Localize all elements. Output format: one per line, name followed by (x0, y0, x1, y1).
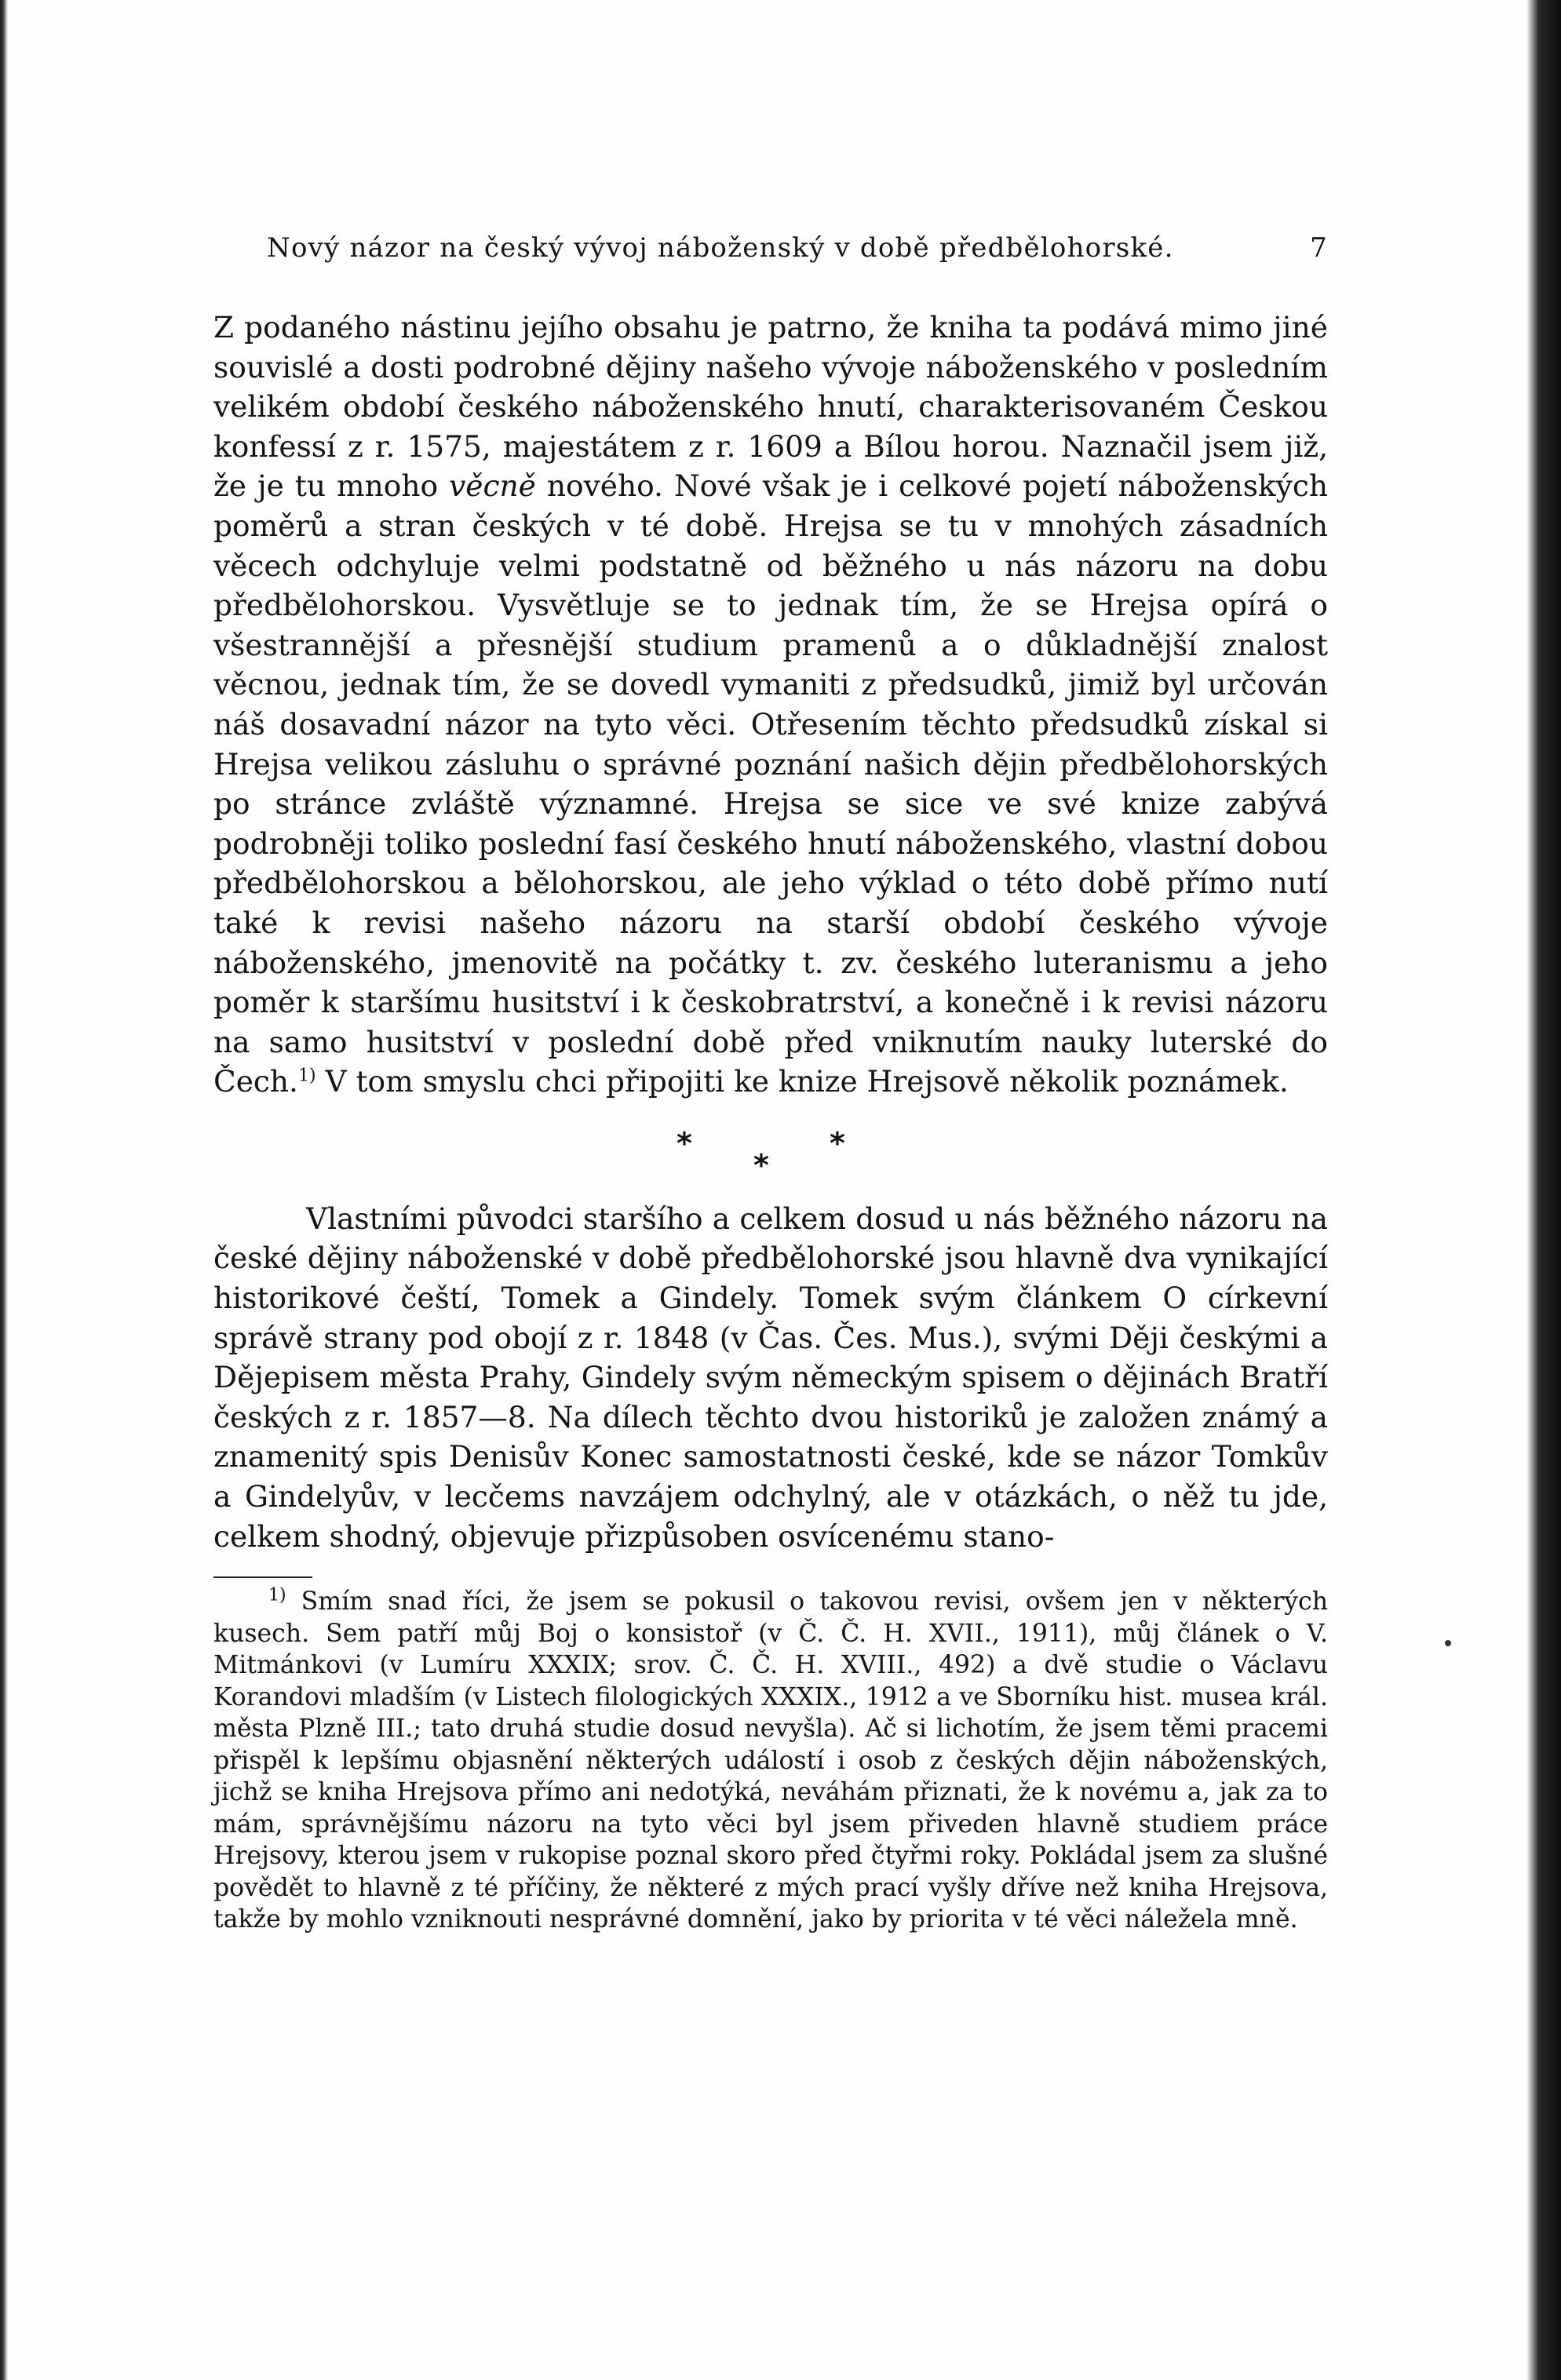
paragraph-1-text-b: nového. Nové však je i celkové pojetí náboženských poměrů a stran českých v té době. Hrejsa se tu v mnohých zásadních věcech odchyluje velmi podstatně od běžného u nás názoru na dobu předbělohorskou. Vysvětluje se to jednak tím, že se Hrejsa opírá o všestrannější a přesnější studium pramenů a o důkladnější znalost věcnou, jednak tím, že se dovedl vymaniti z předsudků, jimiž byl určován náš dosavadní názor na tyto věci. Otřesením těchto předsudků získal si Hrejsa velikou zásluhu o správné poznání našich dějin předbělohorských po stránce zvláště významné. Hrejsa se sice ve své knize zabývá podrobněji toliko poslední fasí českého hnutí náboženského, vlastní dobou předbělohorskou a bělohorskou, ale jeho výklad o této době přímo nutí také k revisi našeho názoru na starší období českého vývoje náboženského, jmenovitě na počátky t. zv. českého luteranismu a jeho poměr k staršímu husitství i k českobratrství, a konečně i k revisi názoru na samo husitství v poslední době před vniknutím nauky luterské do Čech. (213, 468, 1328, 1099)
running-head (213, 226, 1328, 270)
section-break (213, 1106, 1328, 1199)
footnote-1 (213, 1586, 1328, 1936)
footnote-marker: 1) (268, 1585, 286, 1605)
section-star: * (677, 1125, 692, 1161)
emphasized-word: věcně (449, 468, 536, 504)
page-number: 7 (1310, 232, 1328, 264)
section-star: * (830, 1125, 845, 1161)
scan-edge-right (1526, 0, 1561, 2380)
footnote-divider (213, 1576, 312, 1578)
scan-edge-left (0, 0, 8, 2380)
footnote-text: Smím snad říci, že jsem se pokusil o takovou revisi, ovšem jen v některých kusech. Sem patří můj Boj o konsistoř (v Č. Č. H. XVII., 1911), můj článek o V. Mitmánkovi (v Lumíru XXXIX; srov. Č. Č. H. XVIII., 492) a dvě studie o Václavu Korandovi mladším (v Listech filologických XXXIX., 1912 a ve Sborníku hist. musea král. města Plzně III.; tato druhá studie dosud nevyšla). Ač si lichotím, že jsem těmi pracemi přispěl k lepšímu objasnění některých událostí i osob z českých dějin náboženských, jichž se kniha Hrejsova přímo ani nedotýká, neváhám přiznati, že k novému a, jak za to mám, správnějšímu názoru na tyto věci byl jsem přiveden hlavně studiem práce Hrejsovy, kterou jsem v rukopise poznal skoro před čtyřmi roky. Pokládal jsem za slušné povědět to hlavně z té příčiny, že některé z mých prací vyšly dříve než kniha Hrejsova, takže by mohlo vzniknouti nesprávné domnění, jako by priorita v té věci náležela mně. (213, 1587, 1328, 1934)
paragraph-1-text-a: Z podaného nástinu jejího obsahu je patrno, že kniha ta podává mimo jiné souvislé a dosti podrobné dějiny našeho vývoje náboženského v posledním velikém období českého náboženského hnutí, charakterisovaném Českou konfessí z r. 1575, majestátem z r. 1609 a Bílou horou. Naznačil jsem již, že je tu mnoho (213, 310, 1328, 504)
footnote-reference: 1) (297, 1066, 316, 1086)
footnotes (213, 1586, 1328, 1936)
book-page (213, 226, 1328, 1936)
paragraph-1 (213, 308, 1328, 1102)
scan-speck (1445, 1640, 1451, 1646)
running-head-title: Nový názor na český vývoj náboženský v době předbělohorské. (267, 232, 1174, 264)
paragraph-2: Vlastními původci staršího a celkem dosud u nás běžného názoru na české dějiny náboženské v době předbělohorské jsou hlavně dva vynikající historikové čeští, Tomek a Gindely. Tomek svým článkem O církevní správě strany pod obojí z r. 1848 (v Čas. Čes. Mus.), svými Ději českými a Dějepisem města Prahy, Gindely svým německým spisem o dějinách Bratří českých z r. 1857—8. Na dílech těchto dvou historiků je založen známý a znamenitý spis Denisův Konec samostatnosti české, kde se názor Tomkův a Gindelyův, v lecčems navzájem odchylný, ale v otázkách, o něž tu jde, celkem shodný, objevuje přizpůsoben osvícenému stano- (213, 1201, 1328, 1554)
main-text (213, 308, 1328, 1556)
section-star: * (753, 1147, 769, 1183)
paragraph-1-text-c: V tom smyslu chci připojiti ke knize Hrejsově několik poznámek. (315, 1064, 1289, 1099)
